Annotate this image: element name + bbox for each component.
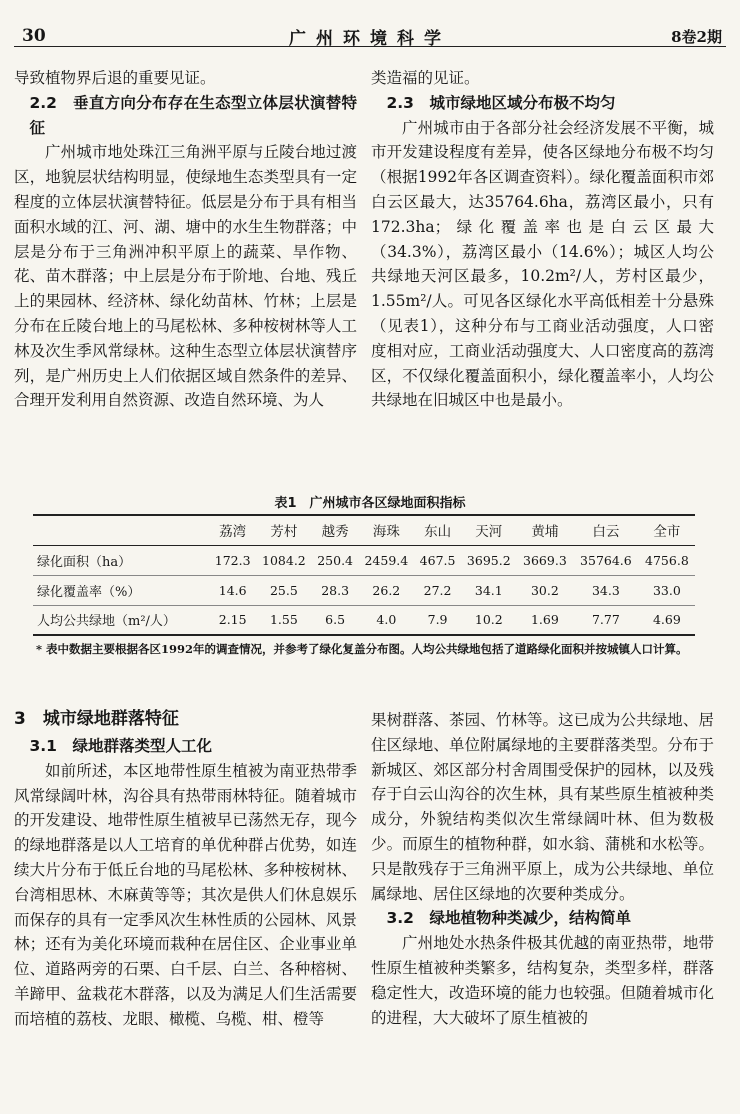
- table-cell: 4756.8: [639, 545, 695, 575]
- table-cell: 34.3: [573, 575, 639, 605]
- table-cell: 467.5: [414, 545, 460, 575]
- green-area-table: [33, 514, 695, 636]
- table-cell: 14.6: [210, 575, 256, 605]
- table-cell: 3695.2: [461, 545, 517, 575]
- table-row: [33, 575, 695, 605]
- paragraph-2-2: 广州城市地处珠江三角洲平原与丘陵台地过渡区，地貌层状结构明显，使绿地生态类型具有一定程度的立体层状演替特征。低层是分布于具有相当面积水域的江、河、湖、塘中的水生生物群落；中层是分布于三角洲冲积平原上的蔬菜、旱作物、花、苗木群落；中上层是分布于阶地、台地、残丘上的果园林、经济林、绿化幼苗林、竹林；上层是分布在丘陵台地上的马尾松林、多种桉树林等人工林及次生季风常绿林。这种生态型立体层状演替序列，是广州历史上人们依据区域自然条件的差异、合理开发利用自然资源、改造自然环境、为人: [14, 143, 357, 410]
- table-cell: 25.5: [256, 575, 312, 605]
- issue-label: 8卷2期: [671, 28, 722, 46]
- column-header: 芳村: [256, 515, 312, 545]
- section-heading-2-3: 2.3 城市绿地区域分布极不均匀: [386, 93, 616, 112]
- right-column-top: [371, 66, 714, 413]
- paragraph-2-3: 广州城市由于各部分社会经济发展不平衡，城市开发建设程度有差异，使各区绿地分布极不均匀（根据1992年各区调查资料）。绿化覆盖面积市郊白云区最大，达35764.6ha，荔湾区最小，只有172.3ha；绿化覆盖率也是白云区最大（34.3%），荔湾区最小（14.6%）；城区人均公共绿地天河区最多，10.2m²/人，芳村区最少，1.55m²/人。可见各区绿化水平高低相差十分悬殊（见表1），这种分布与工商业活动强度，人口密度相对应，工商业活动强度大、人口密度高的荔湾区，不仅绿化覆盖面积小，绿化覆盖率小，人均公共绿地在旧城区中也是最小。: [371, 118, 714, 410]
- table-cell: 4.69: [639, 605, 695, 635]
- table-cell: 34.1: [461, 575, 517, 605]
- table-cell: 33.0: [639, 575, 695, 605]
- table-cell: 172.3: [210, 545, 256, 575]
- table-cell: 10.2: [461, 605, 517, 635]
- table-cell: 7.9: [414, 605, 460, 635]
- column-header: 白云: [573, 515, 639, 545]
- paragraph-3-2: 广州地处水热条件极其优越的南亚热带，地带性原生植被种类繁多，结构复杂，类型多样，群落稳定性大，改造环境的能力也较强。但随着城市化的进程，大大破坏了原生植被的: [371, 934, 714, 1027]
- column-header: 海珠: [358, 515, 414, 545]
- table-title: 表1 广州城市各区绿地面积指标: [274, 496, 466, 511]
- table-header-row: [33, 515, 695, 545]
- column-header: 越秀: [312, 515, 358, 545]
- row-header: 人均公共绿地（m²/人）: [33, 605, 210, 635]
- table-cell: 6.5: [312, 605, 358, 635]
- running-header: [14, 6, 726, 47]
- table-cell: 35764.6: [573, 545, 639, 575]
- table-cell: 26.2: [358, 575, 414, 605]
- row-header: 绿化覆盖率（%）: [33, 575, 210, 605]
- table-cell: 27.2: [414, 575, 460, 605]
- page-number: 30: [22, 26, 46, 46]
- paragraph-3-1: 如前所述，本区地带性原生植被为南亚热带季风常绿阔叶林，沟谷具有热带雨林特征。随着城市的开发建设、地带性原生植被早已荡然无存，现今的绿地群落是以人工培育的单优种群占优势，如连续大片分布于低丘台地的马尾松林、多种桉树林、台湾相思林、木麻黄等等；其次是供人们休息娱乐而保存的具有一定季风次生林性质的公园林、风景林；还有为美化环境而栽种在居住区、企业事业单位、道路两旁的石栗、白千层、白兰、各种榕树、羊蹄甲、盆栽花木群落，以及为满足人们生活需要而培植的荔枝、龙眼、橄榄、乌榄、柑、橙等: [14, 761, 357, 1028]
- column-header: 全市: [639, 515, 695, 545]
- section-heading-3-1: 3.1 绿地群落类型人工化: [29, 737, 212, 755]
- section-heading-2-2: 2.2 垂直方向分布存在生态型立体层状演替特征: [29, 93, 357, 137]
- left-column-bottom: [14, 704, 357, 1032]
- table-row: [33, 605, 695, 635]
- journal-title: 广州环境科学: [289, 29, 451, 49]
- table-cell: 1084.2: [256, 545, 312, 575]
- paragraph-continuation: 导致植物界后退的重要见证。: [14, 69, 216, 87]
- table-cell: 30.2: [517, 575, 573, 605]
- paragraph-3-1-continuation: 果树群落、茶园、竹林等。这已成为公共绿地、居住区绿地、单位附属绿地的主要群落类型。分布于新城区、郊区部分村舍周围受保护的园林，以及残存于白云山沟谷的次生林，具有某些原生植被种类成分，外貌结构类似次生常绿阔叶林、但为数极少。而原生的植物种群，如水翁、蒲桃和水松等。只是散残存于三角洲平原上，成为公共绿地、单位属绿地、居住区绿地的次要种类成分。: [371, 711, 714, 903]
- column-header: 荔湾: [210, 515, 256, 545]
- left-column-top: [14, 66, 357, 413]
- table-footnote: * 表中数据主要根据各区1992年的调查情况，并参考了绿化复盖分布图。人均公共绿地包括了道路绿化面积并按城镇人口计算。: [36, 642, 688, 656]
- table-cell: 28.3: [312, 575, 358, 605]
- table-cell: 1.69: [517, 605, 573, 635]
- table-cell: 4.0: [358, 605, 414, 635]
- paragraph-continuation: 类造福的见证。: [371, 69, 480, 87]
- table-cell: 2459.4: [358, 545, 414, 575]
- column-header: 黄埔: [517, 515, 573, 545]
- table-cell: 250.4: [312, 545, 358, 575]
- row-header: 绿化面积（ha）: [33, 545, 210, 575]
- table-row: [33, 545, 695, 575]
- section-heading-3: 3 城市绿地群落特征: [14, 709, 179, 729]
- table-cell: 1.55: [256, 605, 312, 635]
- column-header: [33, 515, 210, 545]
- table-cell: 2.15: [210, 605, 256, 635]
- section-heading-3-2: 3.2 绿地植物种类减少，结构简单: [386, 909, 631, 928]
- table-cell: 3669.3: [517, 545, 573, 575]
- table-cell: 7.77: [573, 605, 639, 635]
- column-header: 东山: [414, 515, 460, 545]
- column-header: 天河: [461, 515, 517, 545]
- right-column-bottom: [371, 708, 714, 1030]
